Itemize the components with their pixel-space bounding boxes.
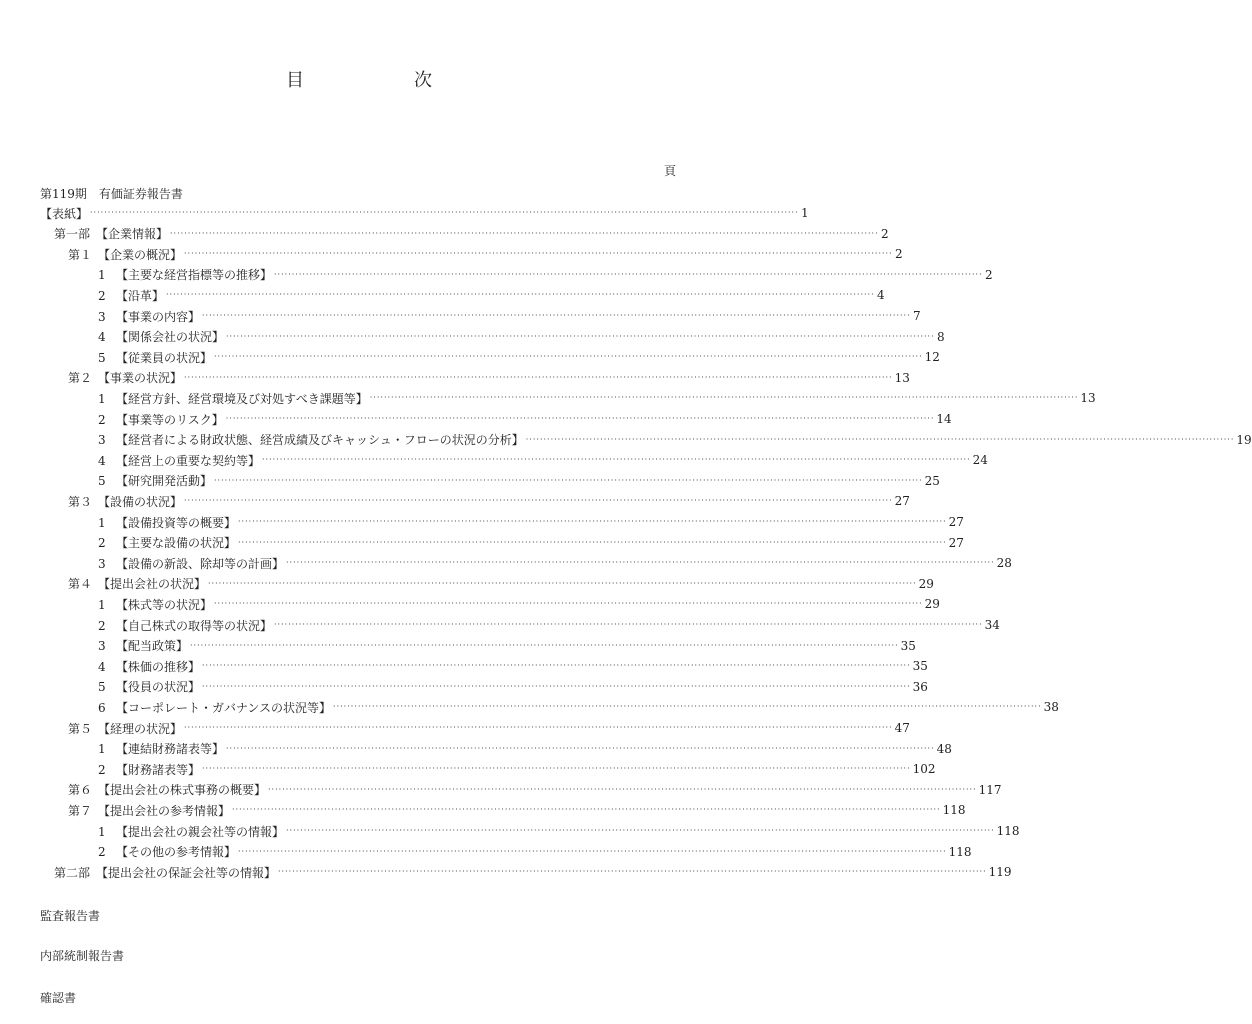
toc-entry-title: 【その他の参考情報】	[116, 845, 237, 860]
dot-leader: ········································································································································································································	[333, 702, 1042, 712]
toc-entry-label	[98, 266, 272, 283]
toc-entry-label	[54, 225, 168, 242]
toc-entry[interactable]	[98, 678, 928, 696]
toc-entry-page: 2	[894, 247, 903, 262]
toc-entry-page: 102	[912, 762, 936, 777]
toc-entry-number: 4	[98, 659, 106, 674]
toc-entry-title: 【主要な設備の状況】	[116, 536, 237, 551]
toc-entry-page: 47	[894, 721, 910, 735]
toc-entry-page: 13	[894, 370, 910, 385]
dot-leader: ········································································································································································································	[184, 496, 893, 506]
toc-entry-label	[68, 720, 182, 737]
toc-entry-label	[98, 678, 200, 695]
toc-entry[interactable]	[68, 781, 1002, 799]
toc-entry-title: 第５ 【経理の状況】	[68, 721, 183, 736]
dot-leader: ········································································································································································································	[226, 331, 935, 341]
toc-entry-title: 【連結財務諸表等】	[116, 742, 225, 757]
toc-entry-title: 【経営者による財政状態、経営成績及びキャッシュ・フローの状況の分析】	[116, 433, 524, 448]
toc-entry-number: 1	[98, 391, 106, 406]
toc-entry-page: 118	[996, 824, 1020, 838]
toc-entry-title: 【設備投資等の概要】	[116, 515, 237, 530]
toc-entry-label	[68, 246, 182, 263]
toc-entry-number: 1	[98, 597, 106, 612]
toc-entry-label	[68, 575, 206, 592]
toc-entry[interactable]	[98, 637, 916, 655]
dot-leader: ········································································································································································································	[214, 599, 923, 609]
toc-entry[interactable]	[98, 472, 940, 490]
toc-entry[interactable]	[98, 554, 1012, 572]
toc-entry-number: 6	[98, 700, 106, 715]
toc-entry-label	[98, 328, 224, 345]
dot-leader: ········································································································································································································	[238, 537, 947, 547]
dot-leader: ········································································································································································································	[238, 517, 947, 526]
toc-entry[interactable]	[98, 307, 921, 325]
toc-entry-title: 第二部 【提出会社の保証会社等の情報】	[54, 865, 277, 880]
toc-entry[interactable]	[98, 410, 952, 428]
dot-leader: ········································································································································································································	[274, 269, 983, 279]
dot-leader: ········································································································································································································	[202, 311, 911, 320]
toc-entry-page: 27	[894, 494, 910, 509]
toc-entry[interactable]	[98, 328, 945, 346]
toc-entry[interactable]	[98, 843, 972, 861]
toc-entry-page: 27	[948, 535, 964, 550]
toc-entry[interactable]	[98, 698, 1059, 716]
report-heading: 第119期 有価証券報告書	[40, 187, 183, 201]
toc-entry-label	[98, 761, 200, 778]
toc-entry-label	[98, 740, 224, 757]
toc-entry-label	[98, 699, 331, 716]
dot-leader: ········································································································································································································	[225, 414, 935, 423]
toc-entry-label	[40, 205, 88, 222]
toc-entry-page: 117	[978, 782, 1002, 797]
toc-entry-number: 1	[98, 268, 106, 283]
toc-entry-page: 19	[1236, 432, 1252, 447]
toc-entry-number: 5	[98, 474, 106, 489]
dot-leader: ········································································································································································································	[190, 640, 899, 650]
dot-leader: ········································································································································································································	[202, 661, 911, 671]
toc-entry-page: 29	[918, 576, 934, 591]
toc-entry[interactable]	[98, 616, 1000, 634]
dot-leader: ········································································································································································································	[208, 578, 917, 588]
toc-entry-number: 2	[98, 762, 106, 777]
toc-entry[interactable]	[98, 513, 964, 531]
toc-entry-number: 2	[98, 536, 106, 551]
toc-entry-number: 4	[98, 453, 106, 468]
toc-entry[interactable]	[54, 225, 889, 243]
toc-entry-label	[98, 534, 236, 551]
toc-entry-label	[68, 802, 230, 819]
toc-entry-label	[98, 308, 200, 325]
toc-entry-number: 5	[98, 350, 106, 365]
dot-leader: ········································································································································································································	[170, 228, 879, 238]
toc-entry-page: 48	[936, 741, 952, 756]
dot-leader: ········································································································································································································	[166, 290, 875, 300]
toc-entry-page: 8	[936, 329, 945, 344]
toc-entry-title: 【役員の状況】	[116, 680, 201, 695]
page-column-label: 頁	[664, 164, 677, 178]
toc-entry-page: 118	[942, 803, 966, 818]
dot-leader: ········································································································································································································	[202, 764, 911, 774]
toc-entry[interactable]	[98, 286, 885, 304]
toc-entry-page: 13	[1080, 391, 1096, 406]
toc-entry-page: 2	[880, 226, 889, 241]
toc-entry-label	[98, 411, 224, 428]
dot-leader: ········································································································································································································	[369, 393, 1079, 403]
toc-entry-number: 2	[98, 288, 106, 303]
dot-leader: ········································································································································································································	[286, 826, 995, 835]
toc-entry-page: 25	[924, 473, 940, 488]
toc-entry-title: 第６ 【提出会社の株式事務の概要】	[68, 783, 267, 798]
toc-entry[interactable]	[68, 492, 910, 510]
toc-entry[interactable]	[98, 657, 928, 675]
toc-entry-page: 7	[912, 309, 921, 323]
toc-entry-label	[98, 287, 164, 304]
toc-entry-title: 【表紙】	[40, 206, 89, 221]
extra-section-2[interactable]: 内部統制報告書	[40, 949, 125, 963]
toc-entry-page: 27	[948, 515, 964, 529]
dot-leader: ········································································································································································································	[268, 784, 977, 794]
toc-entry-page: 119	[988, 865, 1012, 880]
extra-section-1[interactable]: 監査報告書	[40, 909, 101, 923]
toc-entry-title: 第２ 【事業の状況】	[68, 371, 183, 386]
toc-entry-number: 2	[98, 412, 106, 427]
toc-entry-title: 【株式等の状況】	[116, 597, 213, 612]
title-char-1: 目	[286, 70, 304, 91]
toc-entry-title: 【研究開発活動】	[116, 474, 213, 489]
toc-entry-title: 【株価の推移】	[116, 659, 201, 674]
toc-entry-number: 3	[98, 556, 106, 571]
toc-entry-label	[68, 493, 182, 510]
toc-entry-number: 1	[98, 824, 106, 839]
toc-entry-page: 2	[984, 267, 993, 282]
dot-leader: ········································································································································································································	[525, 434, 1235, 444]
toc-entry-title: 第７ 【提出会社の参考情報】	[68, 803, 231, 818]
toc-entry-title: 【設備の新設、除却等の計画】	[116, 556, 285, 571]
dot-leader: ········································································································································································································	[184, 723, 893, 732]
toc-entry[interactable]	[98, 534, 964, 552]
toc-entry[interactable]	[98, 760, 936, 778]
toc-entry-label	[68, 781, 266, 798]
dot-leader: ········································································································································································································	[184, 372, 893, 382]
toc-entry-title: 第１ 【企業の概況】	[68, 247, 183, 262]
toc-entry[interactable]	[98, 595, 940, 613]
dot-leader: ········································································································································································································	[184, 249, 893, 259]
toc-entry[interactable]	[98, 822, 1020, 840]
toc-entry-title: 第３ 【設備の状況】	[68, 494, 183, 509]
toc-entry-title: 【提出会社の親会社等の情報】	[116, 824, 285, 839]
toc-entry[interactable]	[98, 389, 1096, 407]
toc-entry-title: 【自己株式の取得等の状況】	[116, 618, 273, 633]
toc-entry-page: 24	[972, 453, 988, 468]
toc-entry-page: 38	[1043, 700, 1059, 715]
toc-entry-label	[98, 637, 188, 654]
toc-entry-page: 29	[924, 597, 940, 612]
toc-entry-label	[98, 658, 200, 675]
toc-entry[interactable]	[68, 575, 934, 593]
dot-leader: ········································································································································································································	[214, 475, 923, 485]
dot-leader: ········································································································································································································	[274, 620, 983, 629]
toc-entry-number: 3	[98, 433, 106, 448]
toc-entry[interactable]	[68, 719, 910, 737]
dot-leader: ········································································································································································································	[238, 846, 947, 856]
toc-entry[interactable]	[68, 245, 903, 263]
toc-entry-label	[54, 864, 276, 881]
dot-leader: ········································································································································································································	[278, 867, 987, 877]
toc-entry[interactable]	[54, 863, 1012, 881]
toc-entry-label	[98, 823, 284, 840]
toc-entry-number: 3	[98, 309, 106, 324]
dot-leader: ········································································································································································································	[262, 455, 971, 465]
toc-entry-title: 【事業等のリスク】	[116, 412, 224, 427]
toc-entry-label	[98, 514, 236, 531]
toc-entry-title: 【従業員の状況】	[116, 350, 213, 365]
toc-entry-page: 1	[800, 206, 809, 220]
toc-entry-page: 28	[996, 556, 1012, 571]
dot-leader: ········································································································································································································	[226, 743, 935, 753]
toc-entry-title: 【主要な経営指標等の推移】	[116, 268, 273, 283]
dot-leader: ········································································································································································································	[90, 208, 799, 217]
toc-entry[interactable]	[98, 431, 1252, 449]
toc-entry-title: 【事業の内容】	[116, 309, 201, 324]
dot-leader: ········································································································································································································	[202, 681, 911, 691]
toc-entry[interactable]	[68, 369, 910, 387]
toc-entry[interactable]	[98, 451, 988, 469]
dot-leader: ········································································································································································································	[286, 558, 995, 568]
toc-entry-page: 35	[912, 659, 928, 674]
dot-leader: ········································································································································································································	[214, 352, 923, 362]
toc-entry[interactable]	[98, 348, 940, 366]
extra-section-3[interactable]: 確認書	[40, 991, 77, 1005]
document-title	[0, 66, 718, 98]
toc-entry-page: 118	[948, 844, 972, 859]
toc-entry-title: 【沿革】	[116, 288, 165, 303]
toc-entry-title: 【コーポレート・ガバナンスの状況等】	[116, 700, 332, 715]
toc-entry-number: 2	[98, 845, 106, 860]
toc-entry[interactable]	[40, 204, 809, 222]
title-char-2: 次	[414, 70, 432, 91]
toc-entry-title: 【関係会社の状況】	[116, 330, 225, 345]
toc-entry[interactable]	[98, 266, 993, 284]
toc-entry-title: 【経営上の重要な契約等】	[116, 453, 261, 468]
toc-entry-title: 第４ 【提出会社の状況】	[68, 577, 207, 592]
toc-entry-label	[98, 452, 260, 469]
toc-entry-label	[98, 472, 212, 489]
toc-entry-page: 35	[900, 638, 916, 653]
toc-entry-label	[98, 555, 284, 572]
toc-entry-number: 4	[98, 330, 106, 345]
toc-entry-number: 1	[98, 515, 106, 530]
toc-entry-number: 2	[98, 618, 106, 633]
toc-entry-number: 5	[98, 680, 106, 695]
toc-entry-label	[98, 349, 212, 366]
toc-entry-title: 【経営方針、経営環境及び対処すべき課題等】	[116, 391, 368, 406]
toc-entry-number: 3	[98, 639, 106, 654]
toc-entry-page: 12	[924, 350, 940, 365]
toc-entry-page: 36	[912, 679, 928, 694]
toc-entry-label	[98, 390, 368, 407]
toc-entry-label	[68, 369, 182, 386]
toc-entry-page: 34	[984, 618, 1000, 632]
toc-entry-page: 4	[876, 288, 885, 303]
dot-leader: ········································································································································································································	[232, 805, 941, 815]
toc-entry-page: 14	[936, 412, 952, 426]
toc-entry[interactable]	[98, 740, 952, 758]
toc-entry-label	[98, 617, 272, 634]
toc-entry-label	[98, 431, 524, 448]
toc-entry-label	[98, 596, 212, 613]
toc-entry-title: 【配当政策】	[116, 639, 189, 654]
toc-entry-title: 【財務諸表等】	[116, 762, 201, 777]
toc-entry-label	[98, 843, 236, 860]
toc-entry-title: 第一部 【企業情報】	[54, 227, 169, 242]
toc-entry-number: 1	[98, 742, 106, 757]
toc-entry[interactable]	[68, 801, 966, 819]
